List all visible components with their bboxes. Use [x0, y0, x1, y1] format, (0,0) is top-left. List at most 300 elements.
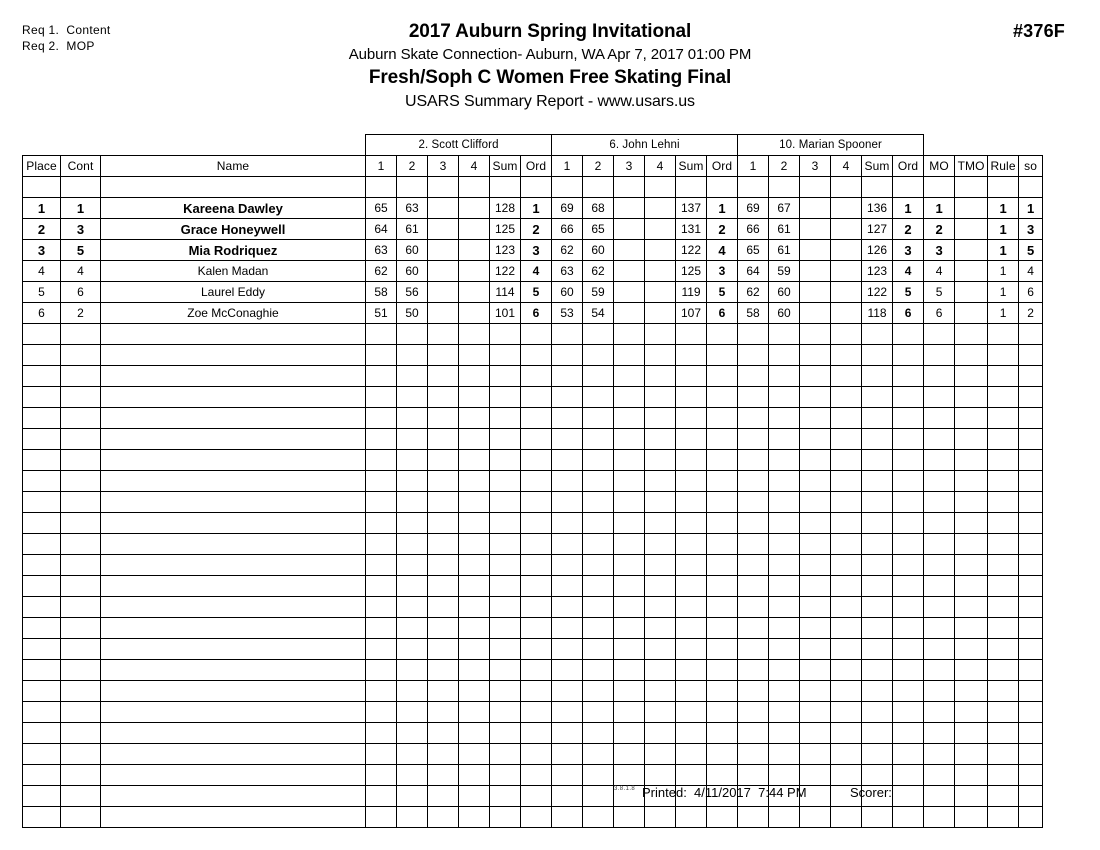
cell-empty [955, 513, 988, 534]
cell-empty [583, 513, 614, 534]
cell-skater-name: Kareena Dawley [101, 198, 366, 219]
cell-skater-name: Mia Rodriquez [101, 240, 366, 261]
cell-empty [490, 660, 521, 681]
cell-empty [583, 765, 614, 786]
cell-empty [583, 639, 614, 660]
cell-empty [893, 807, 924, 828]
cell-j1-score-2: 56 [397, 282, 428, 303]
judge-band-row [23, 135, 1043, 156]
cell-empty [61, 555, 101, 576]
cell-empty [552, 576, 583, 597]
cell-empty [428, 324, 459, 345]
cell-empty [862, 618, 893, 639]
cell-empty [490, 471, 521, 492]
cell-empty [61, 345, 101, 366]
cell-j2-ord: 5 [707, 282, 738, 303]
cell-j1-ord: 3 [521, 240, 552, 261]
cell-empty [769, 450, 800, 471]
cell-empty [988, 576, 1019, 597]
cell-empty [893, 765, 924, 786]
cell-empty [800, 597, 831, 618]
cell-empty [552, 492, 583, 513]
cell-j1-sum: 128 [490, 198, 521, 219]
cell-empty [645, 471, 676, 492]
cell-empty [459, 345, 490, 366]
cell-empty [614, 618, 645, 639]
cell-j2-ord: 2 [707, 219, 738, 240]
header-cont: Cont [61, 156, 101, 177]
cell-empty [397, 408, 428, 429]
cell-empty [583, 576, 614, 597]
cell-empty [800, 681, 831, 702]
cell-contestant-number: 6 [61, 282, 101, 303]
cell-empty [800, 576, 831, 597]
cell-empty [23, 807, 61, 828]
cell-empty [61, 492, 101, 513]
cell-empty [862, 555, 893, 576]
cell-empty [614, 576, 645, 597]
cell-tmo [955, 219, 988, 240]
cell-empty [552, 639, 583, 660]
cell-j1-sum: 101 [490, 303, 521, 324]
column-header-row [23, 156, 1043, 177]
cell-j2-score-2: 68 [583, 198, 614, 219]
cell-j2-score-3 [614, 261, 645, 282]
cell-empty [366, 471, 397, 492]
cell-empty [738, 471, 769, 492]
table-row-empty [23, 639, 1043, 660]
cell-empty [645, 723, 676, 744]
cell-empty [1019, 618, 1043, 639]
cell-empty [521, 744, 552, 765]
cell-empty [397, 681, 428, 702]
cell-empty [676, 366, 707, 387]
cell-empty [645, 513, 676, 534]
cell-empty [397, 639, 428, 660]
cell-empty [831, 429, 862, 450]
requirement-line-2: Req 2. MOP [22, 39, 95, 53]
cell-j3-ord: 5 [893, 282, 924, 303]
event-number-badge: #376F [1012, 21, 1065, 41]
header-separator-cell [397, 177, 428, 198]
cell-empty [583, 366, 614, 387]
cell-j1-score-4 [459, 303, 490, 324]
cell-empty [552, 618, 583, 639]
cell-empty [1019, 660, 1043, 681]
cell-j1-score-2: 60 [397, 261, 428, 282]
cell-empty [428, 702, 459, 723]
table-row [23, 240, 1043, 261]
cell-empty [893, 681, 924, 702]
cell-empty [61, 807, 101, 828]
cell-empty [23, 765, 61, 786]
cell-empty [800, 744, 831, 765]
cell-empty [490, 408, 521, 429]
cell-empty [955, 387, 988, 408]
cell-empty [61, 702, 101, 723]
cell-empty [831, 492, 862, 513]
cell-empty [397, 576, 428, 597]
cell-j2-score-3 [614, 303, 645, 324]
cell-empty [831, 471, 862, 492]
cell-empty [924, 597, 955, 618]
cell-empty [862, 366, 893, 387]
cell-empty [23, 429, 61, 450]
cell-empty [988, 807, 1019, 828]
table-row [23, 198, 1043, 219]
cell-j3-score-4 [831, 219, 862, 240]
header-j3-ord: Ord [893, 156, 924, 177]
cell-empty [893, 723, 924, 744]
cell-empty [738, 324, 769, 345]
cell-empty [707, 576, 738, 597]
cell-place: 6 [23, 303, 61, 324]
cell-empty [428, 618, 459, 639]
cell-empty [552, 534, 583, 555]
cell-empty [800, 618, 831, 639]
cell-empty [552, 702, 583, 723]
cell-empty [988, 471, 1019, 492]
cell-empty [831, 408, 862, 429]
cell-empty [614, 324, 645, 345]
cell-empty [583, 807, 614, 828]
cell-so: 4 [1019, 261, 1043, 282]
cell-empty [831, 660, 862, 681]
cell-empty [707, 492, 738, 513]
cell-empty [831, 639, 862, 660]
cell-empty [769, 723, 800, 744]
cell-empty [428, 555, 459, 576]
cell-mo: 3 [924, 240, 955, 261]
cell-empty [676, 597, 707, 618]
cell-empty [955, 450, 988, 471]
cell-empty [707, 807, 738, 828]
cell-empty [521, 324, 552, 345]
cell-empty [1019, 324, 1043, 345]
cell-empty [459, 681, 490, 702]
cell-empty [893, 639, 924, 660]
cell-empty [988, 765, 1019, 786]
cell-empty [614, 408, 645, 429]
cell-empty [521, 534, 552, 555]
cell-empty [1019, 555, 1043, 576]
cell-empty [459, 807, 490, 828]
cell-empty [490, 555, 521, 576]
cell-empty [490, 765, 521, 786]
cell-empty [61, 387, 101, 408]
cell-empty [61, 597, 101, 618]
cell-empty [101, 492, 366, 513]
cell-empty [428, 513, 459, 534]
header-separator-cell [614, 177, 645, 198]
cell-empty [61, 450, 101, 471]
cell-empty [955, 534, 988, 555]
cell-j2-sum: 125 [676, 261, 707, 282]
cell-skater-name: Grace Honeywell [101, 219, 366, 240]
header-separator-cell [924, 177, 955, 198]
cell-empty [831, 366, 862, 387]
cell-empty [61, 639, 101, 660]
cell-empty [676, 576, 707, 597]
cell-j1-score-3 [428, 219, 459, 240]
cell-empty [23, 345, 61, 366]
cell-empty [583, 345, 614, 366]
cell-empty [366, 723, 397, 744]
cell-empty [614, 345, 645, 366]
cell-empty [614, 765, 645, 786]
cell-empty [645, 807, 676, 828]
cell-empty [101, 576, 366, 597]
cell-empty [1019, 429, 1043, 450]
cell-empty [769, 471, 800, 492]
cell-empty [101, 681, 366, 702]
cell-j1-score-1: 63 [366, 240, 397, 261]
cell-empty [955, 429, 988, 450]
cell-empty [61, 534, 101, 555]
header-separator-cell [738, 177, 769, 198]
cell-empty [955, 639, 988, 660]
cell-empty [101, 597, 366, 618]
cell-empty [707, 765, 738, 786]
cell-empty [366, 681, 397, 702]
cell-empty [707, 555, 738, 576]
cell-empty [800, 429, 831, 450]
cell-empty [676, 807, 707, 828]
cell-empty [676, 492, 707, 513]
table-row-empty [23, 723, 1043, 744]
header-separator-row [23, 177, 1043, 198]
cell-j2-score-1: 66 [552, 219, 583, 240]
cell-empty [707, 702, 738, 723]
cell-empty [988, 723, 1019, 744]
cell-empty [893, 366, 924, 387]
cell-empty [800, 408, 831, 429]
cell-empty [101, 702, 366, 723]
header-j2-score-1: 1 [552, 156, 583, 177]
cell-empty [707, 660, 738, 681]
cell-j3-score-1: 62 [738, 282, 769, 303]
cell-empty [676, 744, 707, 765]
cell-empty [800, 324, 831, 345]
cell-empty [769, 744, 800, 765]
header-separator-cell [707, 177, 738, 198]
cell-place: 4 [23, 261, 61, 282]
cell-empty [988, 324, 1019, 345]
cell-j1-score-3 [428, 282, 459, 303]
cell-empty [397, 723, 428, 744]
cell-empty [1019, 639, 1043, 660]
table-row [23, 261, 1043, 282]
cell-tmo [955, 198, 988, 219]
cell-empty [490, 681, 521, 702]
cell-empty [614, 660, 645, 681]
cell-empty [23, 681, 61, 702]
report-source-line: USARS Summary Report - www.usars.us [405, 93, 695, 110]
cell-empty [893, 576, 924, 597]
table-row-empty [23, 345, 1043, 366]
cell-empty [23, 576, 61, 597]
cell-empty [428, 660, 459, 681]
cell-empty [924, 429, 955, 450]
cell-j1-score-4 [459, 261, 490, 282]
cell-empty [61, 618, 101, 639]
cell-j1-score-1: 58 [366, 282, 397, 303]
cell-empty [924, 618, 955, 639]
cell-empty [61, 765, 101, 786]
cell-empty [101, 555, 366, 576]
cell-empty [769, 639, 800, 660]
cell-empty [459, 765, 490, 786]
cell-empty [924, 681, 955, 702]
cell-empty [397, 387, 428, 408]
header-separator-cell [893, 177, 924, 198]
cell-empty [397, 534, 428, 555]
cell-empty [862, 639, 893, 660]
header-separator-cell [645, 177, 676, 198]
cell-empty [459, 429, 490, 450]
cell-empty [552, 471, 583, 492]
cell-empty [552, 723, 583, 744]
cell-empty [645, 681, 676, 702]
cell-empty [366, 618, 397, 639]
cell-empty [1019, 387, 1043, 408]
cell-empty [101, 513, 366, 534]
cell-empty [428, 723, 459, 744]
cell-empty [61, 429, 101, 450]
cell-empty [552, 345, 583, 366]
cell-empty [459, 471, 490, 492]
cell-empty [490, 387, 521, 408]
cell-empty [521, 366, 552, 387]
cell-empty [397, 345, 428, 366]
cell-empty [1019, 408, 1043, 429]
cell-empty [1019, 723, 1043, 744]
cell-empty [955, 681, 988, 702]
cell-empty [831, 345, 862, 366]
cell-empty [428, 681, 459, 702]
cell-j1-ord: 4 [521, 261, 552, 282]
cell-j1-sum: 122 [490, 261, 521, 282]
cell-j1-sum: 125 [490, 219, 521, 240]
header-j3-score-2: 2 [769, 156, 800, 177]
cell-empty [893, 555, 924, 576]
cell-empty [862, 702, 893, 723]
cell-empty [769, 597, 800, 618]
cell-j2-score-4 [645, 219, 676, 240]
cell-empty [893, 429, 924, 450]
cell-empty [23, 513, 61, 534]
header-separator-cell [101, 177, 366, 198]
cell-so: 1 [1019, 198, 1043, 219]
cell-empty [521, 387, 552, 408]
cell-empty [23, 471, 61, 492]
cell-empty [831, 681, 862, 702]
table-row-empty [23, 807, 1043, 828]
header-j1-score-2: 2 [397, 156, 428, 177]
cell-empty [831, 744, 862, 765]
cell-j2-ord: 6 [707, 303, 738, 324]
cell-empty [893, 597, 924, 618]
cell-empty [459, 723, 490, 744]
event-division-title: Fresh/Soph C Women Free Skating Final [368, 67, 732, 88]
cell-empty [459, 555, 490, 576]
cell-empty [738, 366, 769, 387]
cell-empty [521, 807, 552, 828]
cell-empty [738, 429, 769, 450]
cell-empty [552, 555, 583, 576]
cell-empty [707, 723, 738, 744]
cell-empty [23, 723, 61, 744]
cell-empty [1019, 702, 1043, 723]
cell-j3-score-2: 60 [769, 282, 800, 303]
table-row-empty [23, 765, 1043, 786]
cell-empty [924, 534, 955, 555]
cell-empty [583, 681, 614, 702]
cell-empty [101, 345, 366, 366]
cell-empty [831, 513, 862, 534]
cell-empty [490, 618, 521, 639]
cell-empty [924, 807, 955, 828]
table-row-empty [23, 660, 1043, 681]
cell-empty [614, 534, 645, 555]
cell-j1-score-2: 63 [397, 198, 428, 219]
cell-empty [583, 471, 614, 492]
cell-empty [645, 702, 676, 723]
cell-j2-score-4 [645, 261, 676, 282]
cell-empty [924, 408, 955, 429]
cell-empty [583, 597, 614, 618]
cell-empty [769, 429, 800, 450]
cell-j1-sum: 114 [490, 282, 521, 303]
cell-empty [988, 345, 1019, 366]
report-title-block [0, 20, 1100, 113]
cell-empty [366, 597, 397, 618]
cell-empty [614, 639, 645, 660]
cell-empty [428, 366, 459, 387]
cell-empty [490, 345, 521, 366]
cell-empty [583, 450, 614, 471]
cell-empty [862, 723, 893, 744]
table-row-empty [23, 408, 1043, 429]
cell-empty [521, 408, 552, 429]
cell-empty [428, 492, 459, 513]
cell-empty [955, 555, 988, 576]
table-row [23, 303, 1043, 324]
cell-empty [769, 660, 800, 681]
cell-empty [23, 324, 61, 345]
judge-label-1: 2. Scott Clifford [366, 135, 552, 156]
cell-empty [61, 576, 101, 597]
cell-empty [428, 408, 459, 429]
cell-j1-score-3 [428, 240, 459, 261]
header-separator-cell [955, 177, 988, 198]
cell-empty [645, 366, 676, 387]
cell-empty [645, 387, 676, 408]
cell-place: 5 [23, 282, 61, 303]
table-row-empty [23, 534, 1043, 555]
cell-empty [769, 324, 800, 345]
cell-empty [707, 450, 738, 471]
header-tmo: TMO [955, 156, 988, 177]
cell-j3-score-1: 65 [738, 240, 769, 261]
cell-empty [101, 660, 366, 681]
cell-empty [862, 324, 893, 345]
cell-empty [1019, 597, 1043, 618]
cell-empty [769, 576, 800, 597]
cell-empty [552, 408, 583, 429]
cell-j2-ord: 4 [707, 240, 738, 261]
cell-empty [862, 492, 893, 513]
